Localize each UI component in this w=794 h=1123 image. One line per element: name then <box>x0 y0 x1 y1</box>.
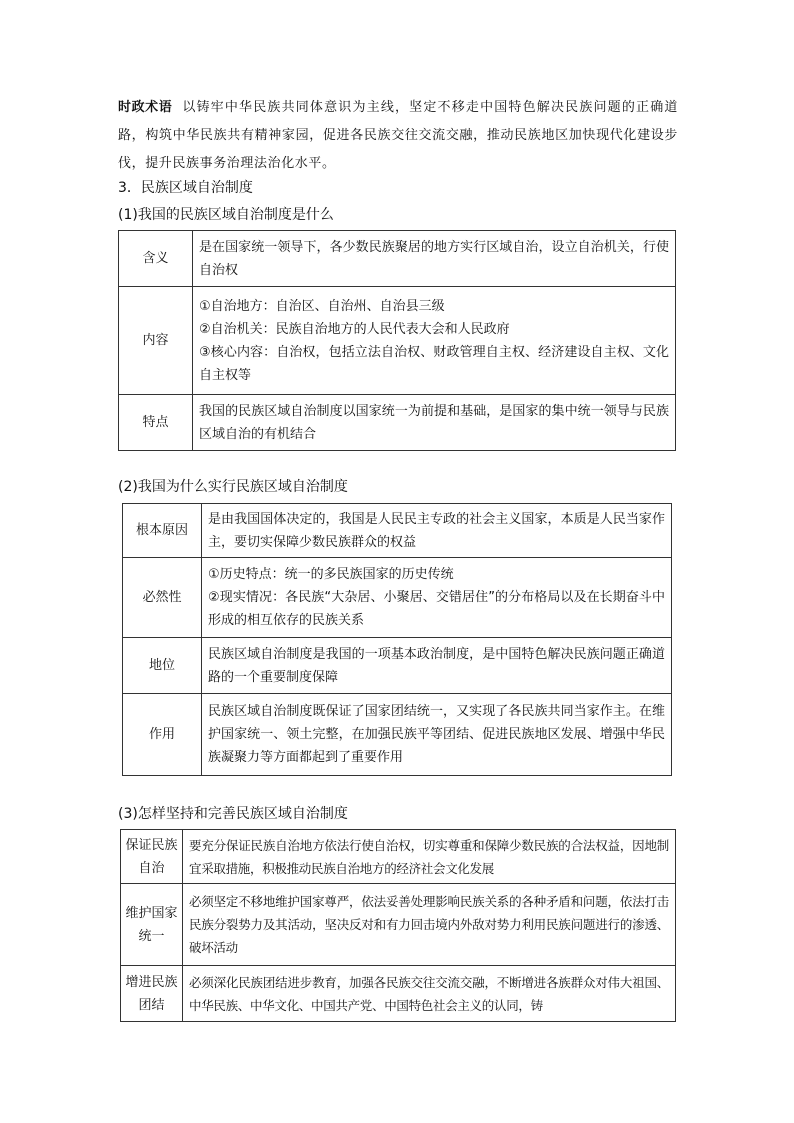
row-content <box>193 395 676 451</box>
table-row <box>119 287 676 395</box>
row-label: 地位 <box>123 638 202 694</box>
row-label: 作用 <box>123 694 202 776</box>
content-line: ①自治地方：自治区、自治州、自治县三级 <box>199 298 445 314</box>
intro-text: 以铸牢中华民族共同体意识为主线，坚定不移走中国特色解决民族问题的正确道路，构筑中华民族共有精神家园，促进各民族交往交流交融，推动民族地区加快现代化建设步伐，提升民族事务治理法治化水平。 <box>118 100 678 171</box>
row-content <box>183 830 676 884</box>
row-label: 维护国家统一 <box>121 884 183 966</box>
part2-title: (2)我国为什么实行民族区域自治制度 <box>118 479 348 495</box>
row-content <box>183 966 676 1022</box>
content-line: 必须深化民族团结进步教育，加强各民族交往交流交融，不断增进各族群众对伟大祖国、中华民族、中华文化、中国共产党、中国特色社会主义的认同，铸 <box>189 974 669 1013</box>
content-line: 是由我国国体决定的，我国是人民民主专政的社会主义国家，本质是人民当家作主，要切实保障少数民族群众的权益 <box>208 511 665 550</box>
table-row <box>121 966 676 1022</box>
part1-table <box>118 230 676 451</box>
table-row <box>123 638 672 694</box>
part3-title: (3)怎样坚持和完善民族区域自治制度 <box>118 806 348 822</box>
row-label: 含义 <box>119 231 193 287</box>
content-line: 必须坚定不移地维护国家尊严，依法妥善处理影响民族关系的各种矛盾和问题，依法打击民族分裂势力及其活动，坚决反对和有力回击境内外敌对势力利用民族问题进行的渗透、破坏活动 <box>189 894 669 955</box>
content-line: 是在国家统一领导下，各少数民族聚居的地方实行区域自治，设立自治机关，行使自治权 <box>199 239 669 278</box>
part2-table <box>122 503 672 776</box>
content-line: ②现实情况：各民族“大杂居、小聚居、交错居住”的分布格局以及在长期奋斗中形成的相互依存的民族关系 <box>208 590 665 628</box>
part3-table <box>120 829 676 1022</box>
row-label: 增进民族团结 <box>121 966 183 1022</box>
section-title: 3．民族区域自治制度 <box>118 180 253 196</box>
content-line: 民族区域自治制度是我国的一项基本政治制度，是中国特色解决民族问题正确道路的一个重要制度保障 <box>208 646 665 685</box>
row-content <box>193 287 676 395</box>
table-row <box>123 558 672 638</box>
row-content <box>202 638 672 694</box>
part1-title: (1)我国的民族区域自治制度是什么 <box>118 207 334 223</box>
row-label: 根本原因 <box>123 504 202 558</box>
row-content <box>202 558 672 638</box>
table-row <box>121 830 676 884</box>
row-label: 保证民族自治 <box>121 830 183 884</box>
row-content <box>202 504 672 558</box>
content-line: ②自治机关：民族自治地方的人民代表大会和人民政府 <box>199 321 510 337</box>
intro-term: 时政术语 <box>118 100 173 115</box>
content-line: ①历史特点：统一的多民族国家的历史传统 <box>208 567 454 582</box>
table-row <box>121 884 676 966</box>
row-content <box>193 231 676 287</box>
content-line: ③核心内容：自治权，包括立法自治权、财政管理自主权、经济建设自主权、文化自主权等 <box>199 344 669 383</box>
content-line: 我国的民族区域自治制度以国家统一为前提和基础，是国家的集中统一领导与民族区域自治的有机结合 <box>199 403 669 442</box>
intro-paragraph <box>118 94 678 178</box>
row-content <box>183 884 676 966</box>
table-row <box>119 395 676 451</box>
content-line: 民族区域自治制度既保证了国家团结统一，又实现了各民族共同当家作主。在维护国家统一、领土完整，在加强民族平等团结、促进民族地区发展、增强中华民族凝聚力等方面都起到了重要作用 <box>208 704 665 765</box>
row-label: 内容 <box>119 287 193 395</box>
row-label: 特点 <box>119 395 193 451</box>
content-line: 要充分保证民族自治地方依法行使自治权，切实尊重和保障少数民族的合法权益，因地制宜采取措施，积极推动民族自治地方的经济社会文化发展 <box>189 837 669 876</box>
table-row <box>123 694 672 776</box>
table-row <box>123 504 672 558</box>
row-label: 必然性 <box>123 558 202 638</box>
row-content <box>202 694 672 776</box>
table-row <box>119 231 676 287</box>
